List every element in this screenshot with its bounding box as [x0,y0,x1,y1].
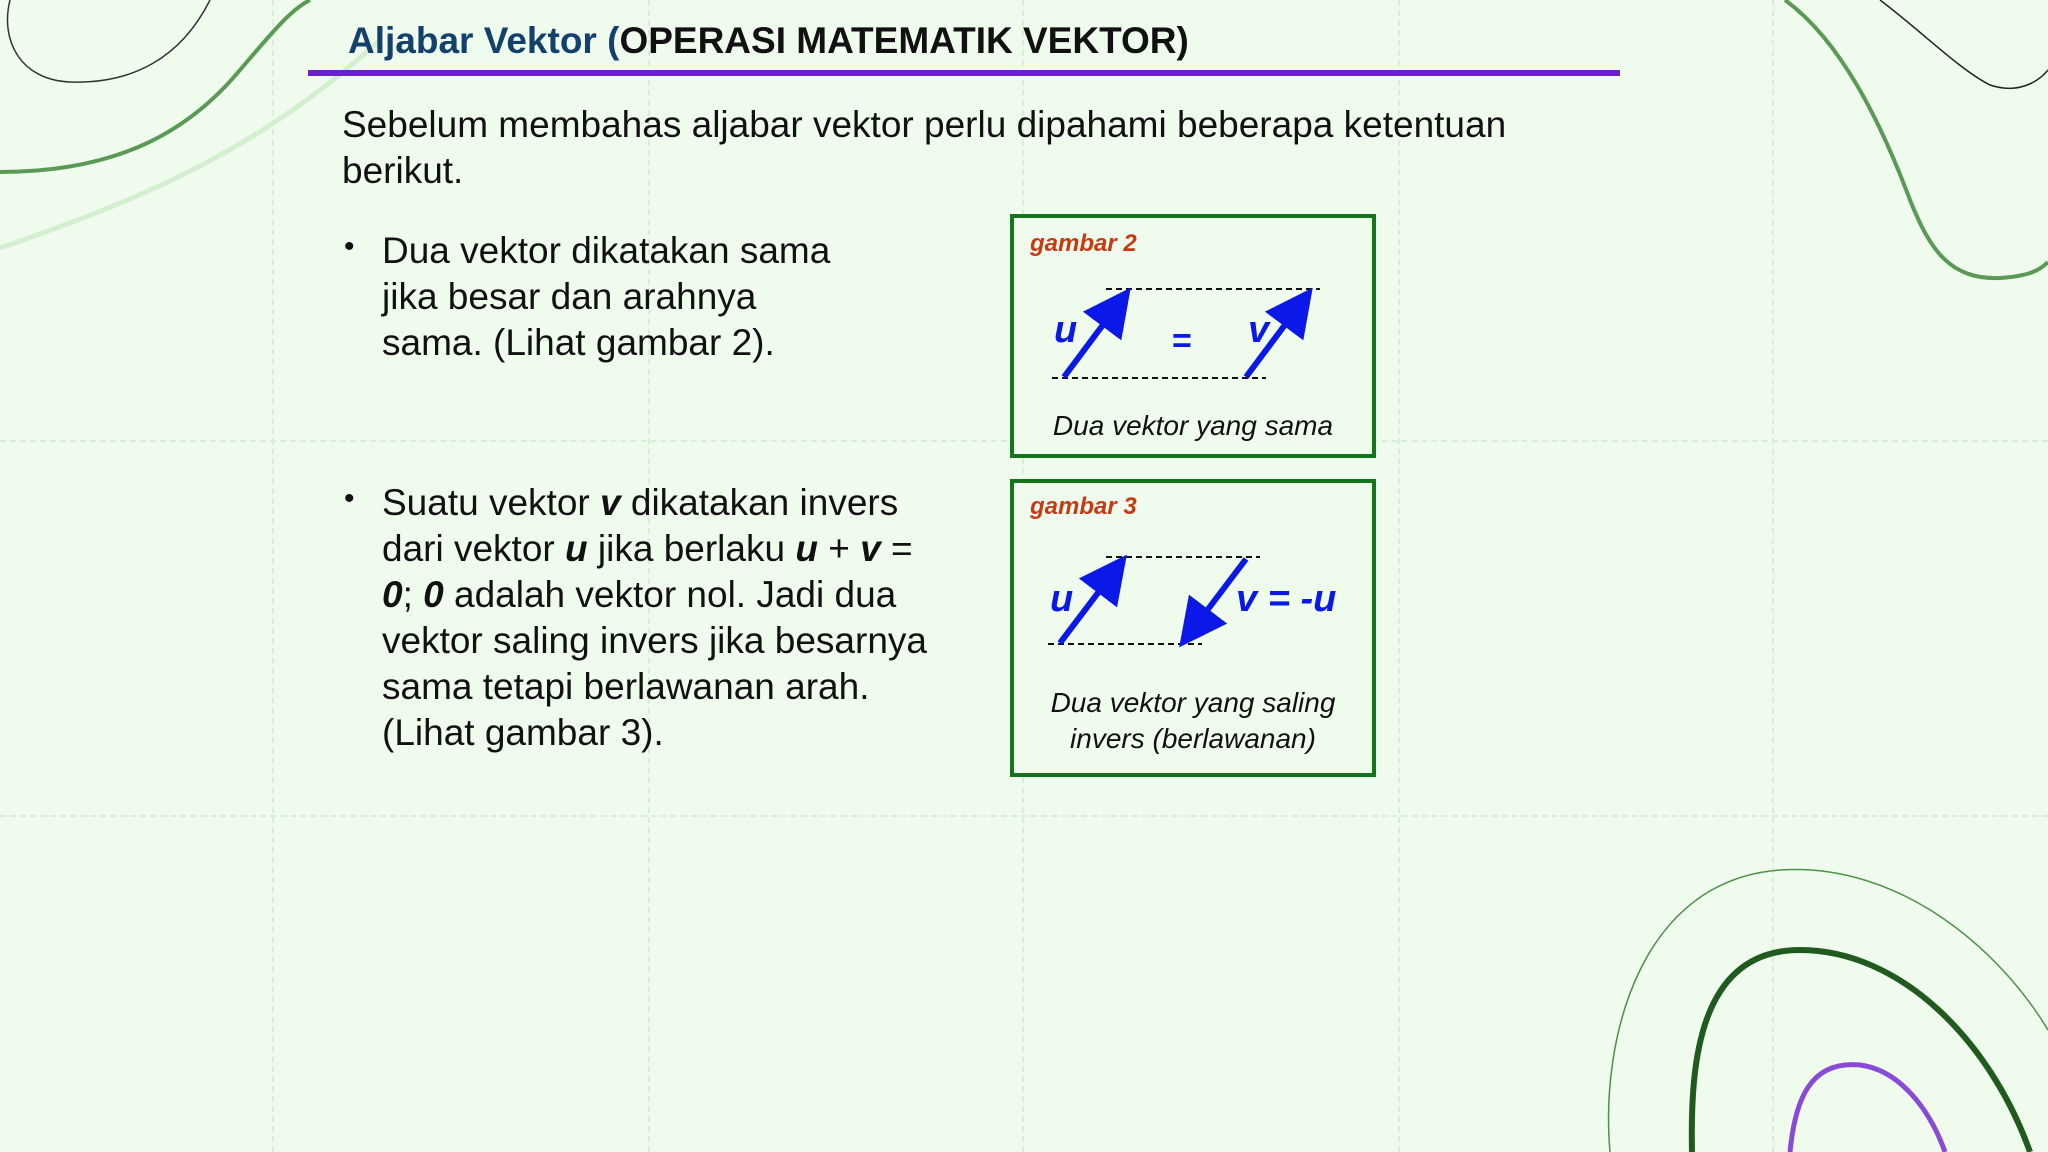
bullet-line: sama. (Lihat gambar 2). [382,322,775,363]
zero-vector: 0 [382,574,403,615]
figure-label: gambar 3 [1030,493,1137,520]
text: ; [402,574,424,615]
text: dari vektor [382,528,566,569]
text: = [880,528,913,569]
bullet-line [382,526,927,572]
text: adalah vektor nol. Jadi dua [443,574,897,615]
label-v-equals-minus-u: v = -u [1236,578,1337,620]
bullet-dot: • [344,230,355,263]
figure-caption [1014,685,1372,757]
equals-sign: = [1172,322,1192,360]
text: Suatu vektor [382,482,601,523]
figure-caption: Dua vektor yang sama [1052,410,1334,441]
text: dikatakan invers [620,482,899,523]
var-v: v [600,482,621,523]
bullet-line: Dua vektor dikatakan sama [382,230,831,271]
bullet-line: sama tetapi berlawanan arah. [382,666,870,707]
figure-2-box [1010,214,1376,458]
bullet-line [382,480,927,526]
text: jika berlaku [587,528,796,569]
bullet-equal-vectors [344,228,831,366]
bullet-line: vektor saling invers jika besarnya [382,620,927,661]
var-u: u [795,528,818,569]
bullet-inverse-vectors [344,480,927,756]
bullet-dot: • [344,482,355,515]
title-main: Aljabar Vektor ( [348,20,620,61]
label-u: u [1050,578,1074,620]
intro-paragraph: Sebelum membahas aljabar vektor perlu dipahami beberapa ketentuan berikut. [342,104,1507,191]
var-u: u [565,528,588,569]
caption-line: Dua vektor yang saling [1050,687,1336,718]
label-v: v [1248,309,1270,351]
label-u: u [1054,309,1078,351]
figure-3-box [1010,479,1376,777]
bullet-line: jika besar dan arahnya [382,276,757,317]
text: + [817,528,861,569]
title-sub: OPERASI MATEMATIK VEKTOR) [619,20,1189,61]
bullet-line [382,572,927,618]
figure-label: gambar 2 [1030,230,1137,257]
var-v: v [860,528,881,569]
title-underline [308,70,1620,76]
page-title [348,20,1189,62]
zero-vector: 0 [423,574,444,615]
bullet-line: (Lihat gambar 3). [382,712,664,753]
caption-line: invers (berlawanan) [1070,723,1316,754]
